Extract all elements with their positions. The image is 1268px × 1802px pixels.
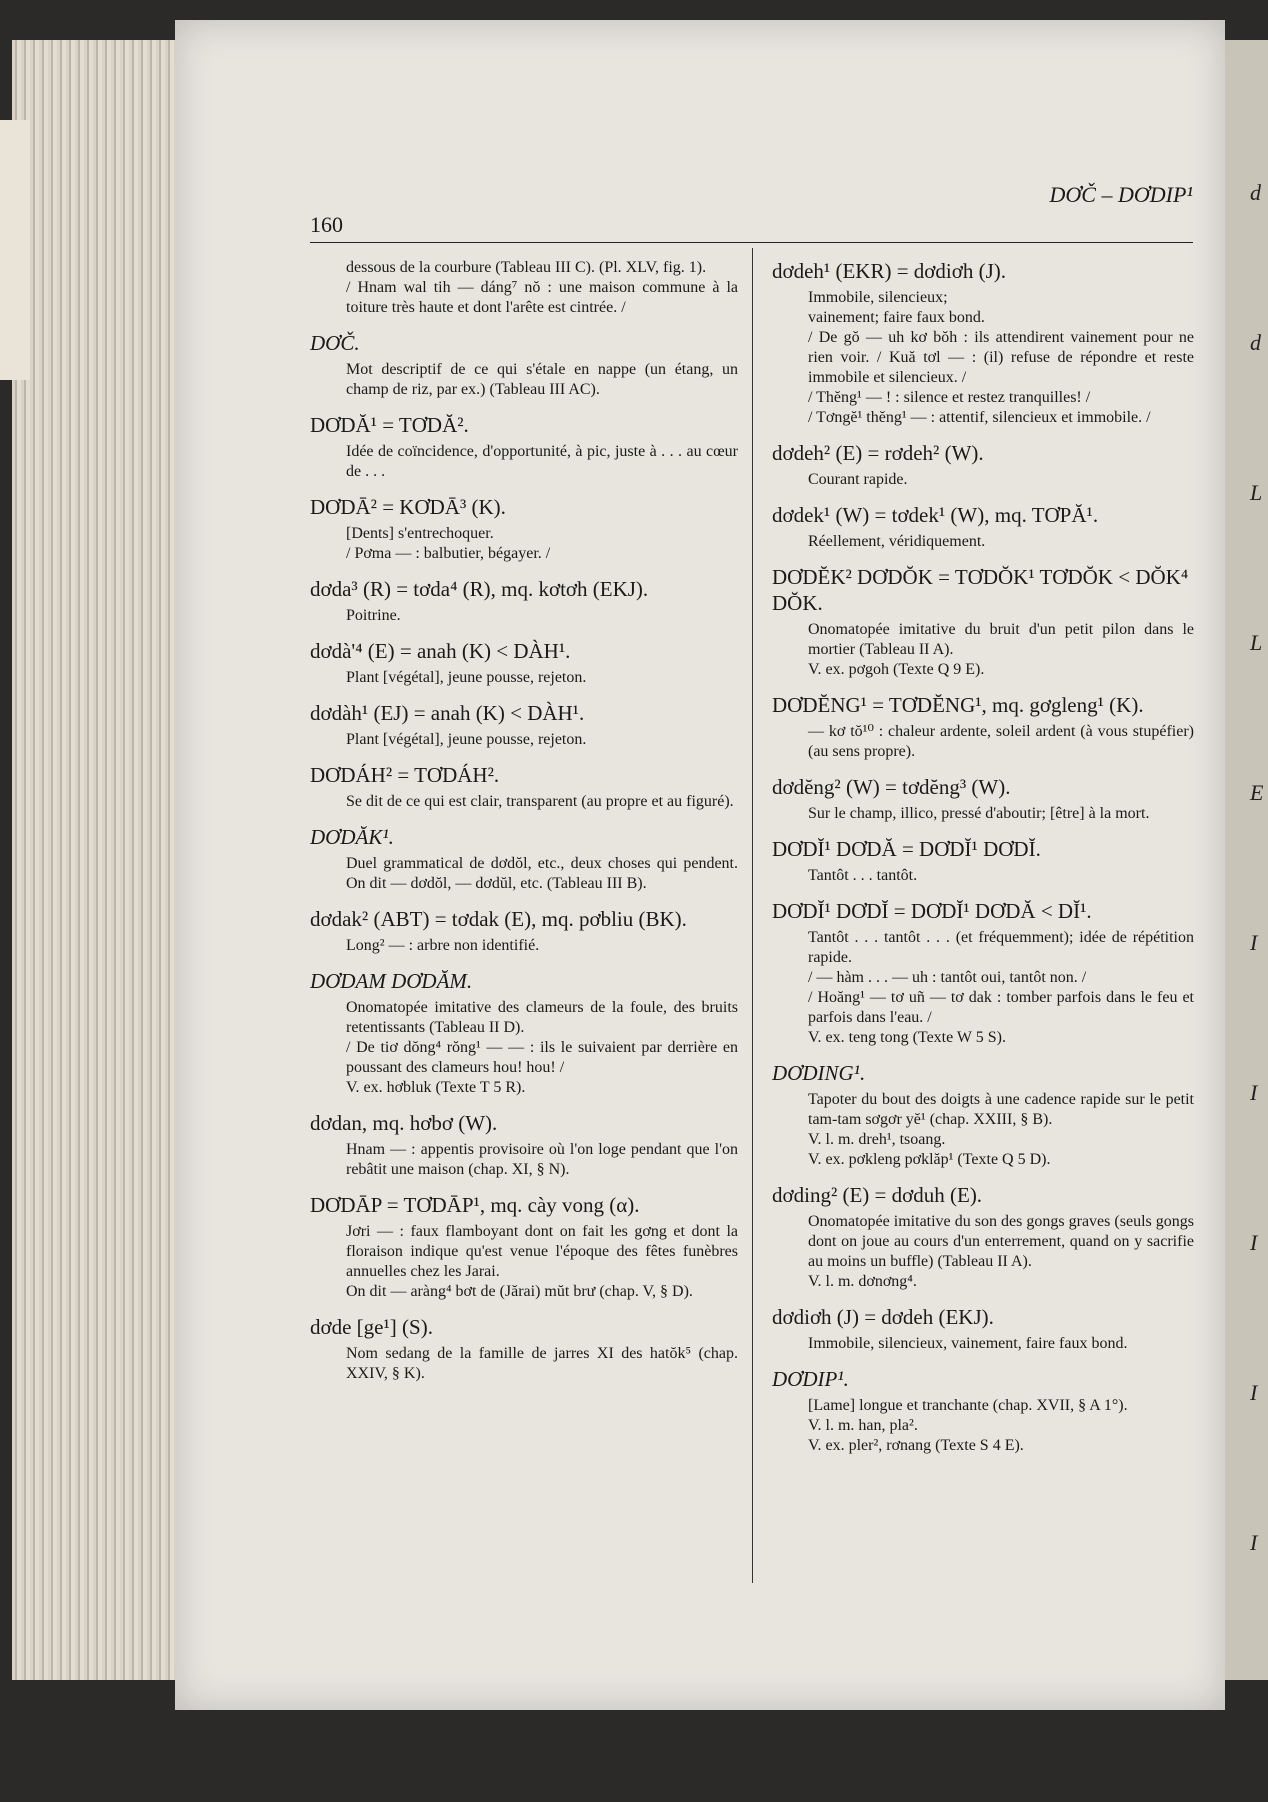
- definition-line: Plant [végétal], jeune pousse, rejeton.: [346, 731, 587, 748]
- entry-headword: DƠDĬ¹ DƠDĬ = DƠDĬ¹ DƠDĂ < DĬ¹.: [772, 899, 1092, 923]
- definition-line: Tantôt . . . tantôt . . . (et fréquemment); idée de répétition rapide.: [808, 929, 1194, 966]
- entry-definition: [772, 928, 1194, 1048]
- dictionary-entry: [772, 502, 1194, 552]
- dictionary-entry: [310, 412, 738, 482]
- definition-line: [Lame] longue et tranchante (chap. XVII, § A 1°).: [808, 1397, 1128, 1414]
- definition-line: Immobile, silencieux;: [808, 289, 948, 306]
- definition-line: Duel grammatical de dơdŏl, etc., deux choses qui pendent. On dit — dơdŏl, — dơdŭl, etc. (Tableau III B).: [346, 855, 738, 892]
- dictionary-entry: [310, 1110, 738, 1180]
- definition-line: Sur le champ, illico, pressé d'aboutir; [être] à la mort.: [808, 805, 1150, 822]
- entry-definition: [310, 606, 738, 626]
- definition-line: V. ex. pơgoh (Texte Q 9 E).: [808, 661, 985, 678]
- dictionary-entry: [772, 836, 1194, 886]
- right-column: [772, 258, 1194, 1468]
- definition-line: Long² — : arbre non identifié.: [346, 937, 540, 954]
- entry-headword: DƠDIP¹.: [772, 1367, 849, 1391]
- dictionary-entry: [310, 576, 738, 626]
- entry-headword: dơding² (E) = dơduh (E).: [772, 1183, 983, 1207]
- entry-definition: [310, 524, 738, 564]
- dictionary-entry: [310, 906, 738, 956]
- definition-line: Poitrine.: [346, 607, 401, 624]
- definition-line: dessous de la courbure (Tableau III C). (Pl. XLV, fig. 1).: [346, 259, 707, 276]
- definition-line: Immobile, silencieux, vainement, faire faux bond.: [808, 1335, 1128, 1352]
- entry-definition: [772, 1212, 1194, 1292]
- definition-line: / Thĕng¹ — ! : silence et restez tranquilles! /: [808, 389, 1091, 406]
- definition-line: V. ex. pler², rơnang (Texte S 4 E).: [808, 1437, 1024, 1454]
- next-page-letter: d: [1250, 330, 1261, 355]
- definition-line: Tantôt . . . tantôt.: [808, 867, 918, 884]
- entry-headword: dơdiơh (J) = dơdeh (EKJ).: [772, 1305, 994, 1329]
- dictionary-entry: [772, 1182, 1194, 1292]
- definition-line: V. l. m. dơnơng⁴.: [808, 1273, 917, 1290]
- entry-definition: [772, 722, 1194, 762]
- entry-headword: dơdeh¹ (EKR) = dơdiơh (J).: [772, 259, 1007, 283]
- header-rule: [310, 242, 1193, 243]
- entry-headword: DƠČ.: [310, 331, 360, 355]
- next-page-letter: L: [1250, 480, 1263, 505]
- entry-headword: dơdàh¹ (EJ) = anah (K) < DÀH¹.: [310, 701, 585, 725]
- entry-headword: DƠDĬ¹ DƠDĂ = DƠDĬ¹ DƠDĬ.: [772, 837, 1041, 861]
- dictionary-entry: [310, 258, 738, 318]
- entry-headword: DƠDĂK¹.: [310, 825, 394, 849]
- dictionary-entry: [310, 700, 738, 750]
- definition-line: / Hnam wal tih — dáng⁷ nŏ : une maison commune à la toiture très haute et dont l'arête est cintrée. /: [346, 279, 738, 316]
- definition-line: V. ex. pơkleng pơklăp¹ (Texte Q 5 D).: [808, 1151, 1051, 1168]
- entry-definition: [310, 668, 738, 688]
- entry-definition: [310, 854, 738, 894]
- column-divider: [752, 248, 753, 1583]
- entry-definition: [772, 1334, 1194, 1354]
- definition-line: / Pơma — : balbutier, bégayer. /: [346, 545, 551, 562]
- next-page-letter: L: [1250, 630, 1263, 655]
- entry-definition: [310, 792, 738, 812]
- next-page-letter: I: [1250, 1230, 1258, 1255]
- entry-definition: [772, 1090, 1194, 1170]
- next-page-letter: I: [1250, 1530, 1258, 1555]
- next-page-letter: I: [1250, 1080, 1258, 1105]
- dictionary-entry: [772, 258, 1194, 428]
- entry-headword: dơdek¹ (W) = tơdek¹ (W), mq. TƠPĂ¹.: [772, 503, 1099, 527]
- entry-headword: dơda³ (R) = tơda⁴ (R), mq. kơtơh (EKJ).: [310, 577, 649, 601]
- definition-line: Nom sedang de la famille de jarres XI des hatŏk⁵ (chap. XXIV, § K).: [346, 1345, 738, 1382]
- definition-line: Tapoter du bout des doigts à une cadence rapide sur le petit tam-tam sơgơr yĕ¹ (chap. XXIII, § B).: [808, 1091, 1194, 1128]
- definition-line: V. l. m. dreh¹, tsoang.: [808, 1131, 946, 1148]
- definition-line: V. l. m. han, pla².: [808, 1417, 918, 1434]
- entry-headword: DƠDÁH² = TƠDÁH².: [310, 763, 500, 787]
- entry-definition: [310, 258, 738, 318]
- page-number: 160: [310, 212, 343, 237]
- definition-line: Jơri — : faux flamboyant dont on fait les gơng et dont la floraison indique qu'est venue l'époque des fêtes funèbres annuelles chez les Jarai.: [346, 1223, 738, 1280]
- dictionary-entry: [772, 774, 1194, 824]
- dictionary-entry: [310, 968, 738, 1098]
- dictionary-entry: [772, 1304, 1194, 1354]
- definition-line: Réellement, véridiquement.: [808, 533, 986, 550]
- next-page-edge: [1218, 40, 1268, 1680]
- definition-line: — kơ tŏ¹⁰ : chaleur ardente, soleil ardent (à vous stupéfier) (au sens propre).: [808, 723, 1194, 760]
- left-page-margin: [0, 120, 30, 380]
- entry-headword: DƠDĂ¹ = TƠDĂ².: [310, 413, 469, 437]
- entry-definition: [772, 470, 1194, 490]
- entry-headword: dơdĕng² (W) = tơdĕng³ (W).: [772, 775, 1011, 799]
- dictionary-entry: [310, 494, 738, 564]
- definition-line: / Tơngĕ¹ thĕng¹ — : attentif, silencieux et immobile. /: [808, 409, 1151, 426]
- entry-definition: [310, 1222, 738, 1302]
- entry-definition: [310, 998, 738, 1098]
- entry-definition: [310, 936, 738, 956]
- dictionary-entry: [772, 898, 1194, 1048]
- book-page-edges: [12, 40, 187, 1680]
- definition-line: Idée de coïncidence, d'opportunité, à pic, juste à . . . au cœur de . . .: [346, 443, 738, 480]
- definition-line: / Hoăng¹ — tơ uñ — tơ dak : tomber parfois dans le feu et parfois dans l'eau. /: [808, 989, 1194, 1026]
- definition-line: / De gŏ — uh kơ bŏh : ils attendirent vainement pour ne rien voir. / Kuă tơl — : (il) refuse de répondre et reste immobile et silencieux. /: [808, 329, 1194, 386]
- entry-headword: dơdà'⁴ (E) = anah (K) < DÀH¹.: [310, 639, 571, 663]
- dictionary-entry: [310, 330, 738, 400]
- left-column: [310, 258, 738, 1396]
- next-page-letter: I: [1250, 930, 1258, 955]
- dictionary-entry: [310, 762, 738, 812]
- entry-headword: DƠDĔK² DƠDŎK = TƠDŎK¹ TƠDŎK < DŎK⁴ DŎK.: [772, 565, 1189, 615]
- entry-definition: [772, 804, 1194, 824]
- definition-line: vainement; faire faux bond.: [808, 309, 985, 326]
- running-head: DƠČ – DƠDIP¹: [1049, 182, 1193, 207]
- entry-headword: dơdan, mq. hơbơ (W).: [310, 1111, 498, 1135]
- entry-definition: [772, 866, 1194, 886]
- definition-line: Mot descriptif de ce qui s'étale en nappe (un étang, un champ de riz, par ex.) (Tableau III AC).: [346, 361, 738, 398]
- entry-headword: dơde [ge¹] (S).: [310, 1315, 433, 1339]
- dictionary-entry: [310, 638, 738, 688]
- definition-line: [Dents] s'entrechoquer.: [346, 525, 494, 542]
- entry-headword: dơdak² (ABT) = tơdak (E), mq. pơbliu (BK).: [310, 907, 687, 931]
- dictionary-entry: [310, 824, 738, 894]
- dictionary-entry: [772, 1060, 1194, 1170]
- entry-definition: [772, 288, 1194, 428]
- next-page-letter: E: [1250, 780, 1264, 805]
- dictionary-entry: [310, 1314, 738, 1384]
- entry-definition: [310, 360, 738, 400]
- entry-definition: [310, 1344, 738, 1384]
- next-page-letter: I: [1250, 1380, 1258, 1405]
- entry-definition: [310, 1140, 738, 1180]
- entry-headword: DƠDĔNG¹ = TƠDĔNG¹, mq. gơgleng¹ (K).: [772, 693, 1144, 717]
- entry-headword: DƠDAM DƠDĂM.: [310, 969, 473, 993]
- entry-headword: dơdeh² (E) = rơdeh² (W).: [772, 441, 984, 465]
- definition-line: V. ex. teng tong (Texte W 5 S).: [808, 1029, 1006, 1046]
- entry-definition: [310, 730, 738, 750]
- entry-definition: [772, 1396, 1194, 1456]
- definition-line: V. ex. hơbluk (Texte T 5 R).: [346, 1079, 526, 1096]
- definition-line: Onomatopée imitative du son des gongs graves (seuls gongs dont on joue au cours d'un enterrement, quand on y sacrifie au moins un buffle) (Tableau II A).: [808, 1213, 1194, 1270]
- entry-definition: [772, 620, 1194, 680]
- definition-line: Hnam — : appentis provisoire où l'on loge pendant que l'on rebâtit une maison (chap. XI, § N).: [346, 1141, 738, 1178]
- entry-headword: DƠDĀP = TƠDĀP¹, mq. cày vong (α).: [310, 1193, 640, 1217]
- definition-line: Onomatopée imitative du bruit d'un petit pilon dans le mortier (Tableau II A).: [808, 621, 1194, 658]
- dictionary-entry: [772, 1366, 1194, 1456]
- definition-line: On dit — aràng⁴ bơt de (Jărai) mŭt brư (chap. V, § D).: [346, 1283, 693, 1300]
- dictionary-entry: [310, 1192, 738, 1302]
- entry-headword: DƠDĀ² = KƠDĀ³ (K).: [310, 495, 506, 519]
- entry-definition: [310, 442, 738, 482]
- dictionary-entry: [772, 564, 1194, 680]
- next-page-letter: d: [1250, 180, 1261, 205]
- entry-definition: [772, 532, 1194, 552]
- definition-line: Se dit de ce qui est clair, transparent (au propre et au figuré).: [346, 793, 734, 810]
- definition-line: Plant [végétal], jeune pousse, rejeton.: [346, 669, 587, 686]
- definition-line: Onomatopée imitative des clameurs de la foule, des bruits retentissants (Tableau II D).: [346, 999, 738, 1036]
- definition-line: Courant rapide.: [808, 471, 908, 488]
- dictionary-entry: [772, 692, 1194, 762]
- entry-headword: DƠDING¹.: [772, 1061, 866, 1085]
- definition-line: / — hàm . . . — uh : tantôt oui, tantôt non. /: [808, 969, 1087, 986]
- definition-line: / De tiơ dŏng⁴ rŏng¹ — — : ils le suivaient par derrière en poussant des clameurs hou! hou! /: [346, 1039, 738, 1076]
- dictionary-entry: [772, 440, 1194, 490]
